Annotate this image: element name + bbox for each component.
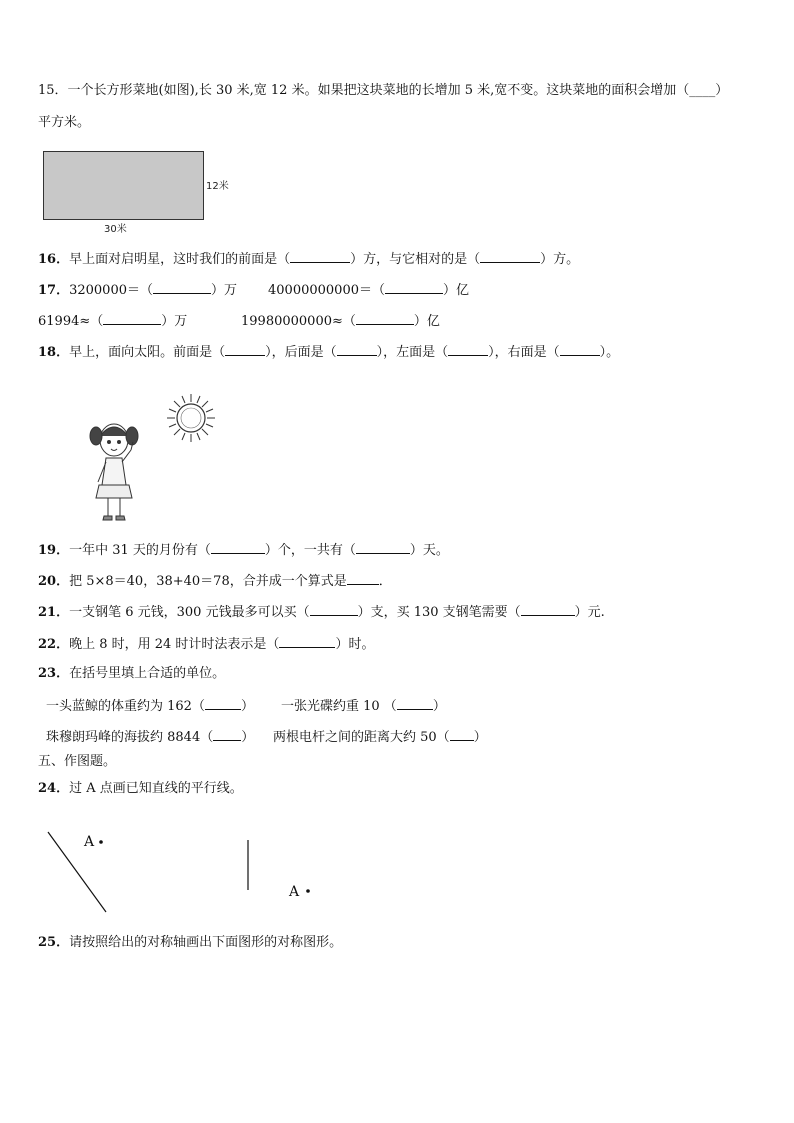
question-20: 20．把 5×8＝40，38+40＝78，合并成一个算式是 ．: [38, 574, 392, 589]
question-23-c: 珠穆朗玛峰的海拔约 8844（ ）: [46, 730, 255, 745]
question-15-line1: 15．一个长方形菜地(如图),长 30 米,宽 12 米。如果把这块菜地的长增加 5 米,宽不变。这块菜地的面积会增加（____）: [38, 83, 729, 98]
question-17-b: 40000000000＝（ ）亿: [268, 283, 469, 298]
question-23-d: 两根电杆之间的距离大约 50（ ）: [273, 730, 487, 745]
question-25: 25．请按照给出的对称轴画出下面图形的对称图形。: [38, 935, 343, 950]
question-17-d: 19980000000≈（ ）亿: [241, 314, 440, 329]
given-line-diagonal: [48, 832, 106, 912]
vegetable-field-rectangle: [43, 151, 204, 220]
question-17-row1: 17．3200000＝（ ）万: [38, 283, 238, 298]
question-22: 22．晚上 8 时，用 24 时计时法表示是（ ）时。: [38, 637, 375, 652]
question-18: 18．早上，面向太阳。前面是（ ），后面是（ ），左面是（ ），右面是（ ）。: [38, 345, 620, 360]
section-5-heading: 五、作图题。: [38, 754, 117, 769]
point-a-label-1: A: [84, 834, 95, 850]
question-21: 21．一支钢笔 6 元钱，300 元钱最多可以买（ ）支，买 130 支钢笔需要（ ）元.: [38, 605, 605, 620]
question-15-line2: 平方米。: [38, 115, 91, 130]
question-23-title: 23．在括号里填上合适的单位。: [38, 666, 226, 681]
question-23-a: 一头蓝鲸的体重约为 162（ ）: [46, 699, 254, 714]
question-23-b: 一张光碟约重 10 （ ）: [281, 699, 446, 714]
question-17-row2: 61994≈（ ）万: [38, 314, 188, 329]
point-a-label-2: A: [289, 884, 300, 900]
width-label: 12米: [206, 181, 229, 192]
sun-icon: [167, 394, 215, 442]
girl-icon: [90, 424, 138, 520]
question-24: 24．过 A 点画已知直线的平行线。: [38, 781, 243, 796]
question-19: 19．一年中 31 天的月份有（ ）个，一共有（ ）天。: [38, 543, 449, 558]
point-a-1: [99, 840, 103, 844]
parallel-line-figure: [38, 820, 338, 920]
point-a-2: [306, 889, 310, 893]
girl-and-sun-illustration: [36, 370, 236, 530]
question-16: 16．早上面对启明星，这时我们的前面是（ ）方，与它相对的是（ ）方。: [38, 252, 580, 267]
length-label: 30米: [104, 224, 127, 235]
